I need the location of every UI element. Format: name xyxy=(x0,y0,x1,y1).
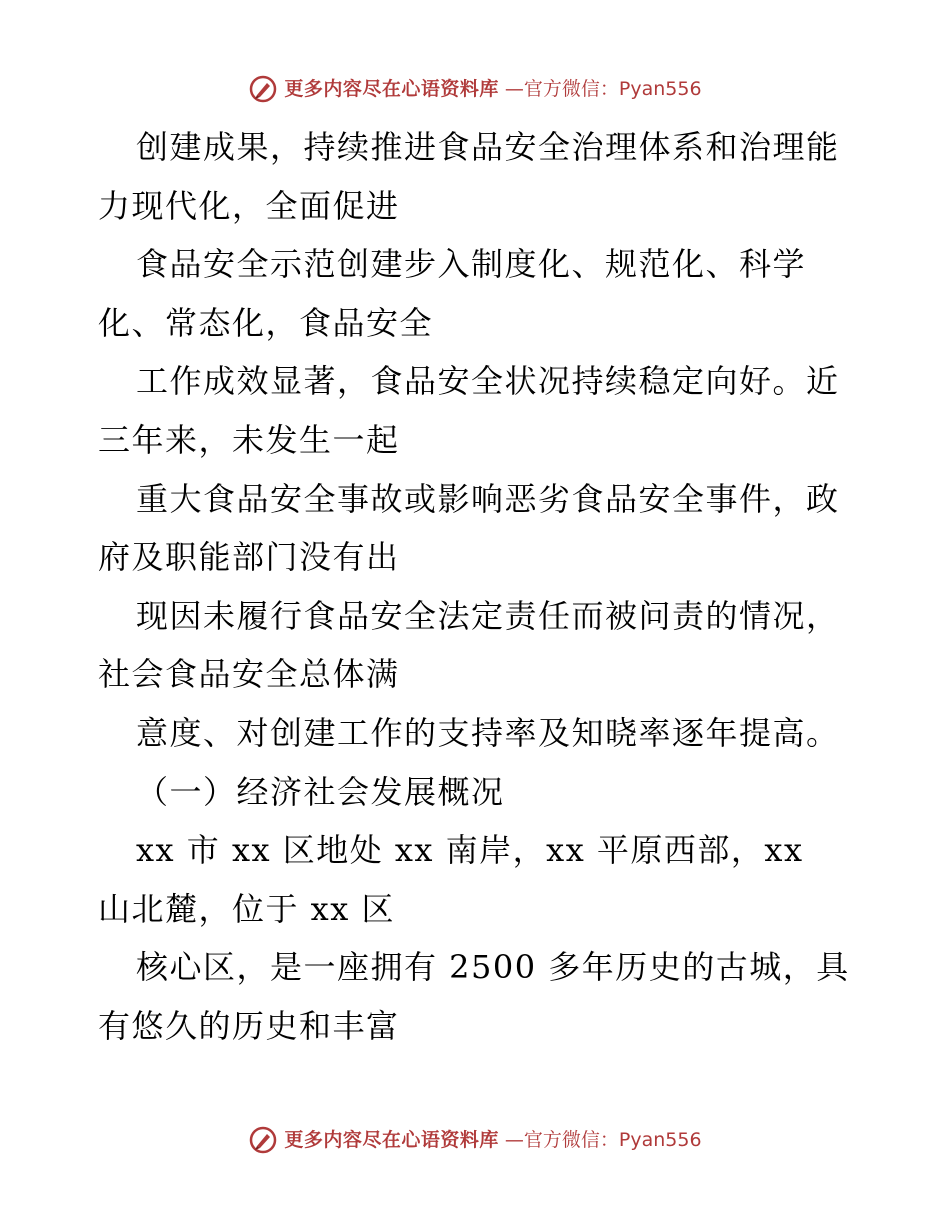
text-line: 食品安全示范创建步入制度化、规范化、科学 xyxy=(136,245,807,284)
text-line: 山北麓，位于 xx 区 xyxy=(98,889,395,928)
text-line: 创建成果，持续推进食品安全治理体系和治理能 xyxy=(136,128,840,166)
text-line: 力现代化，全面促进 xyxy=(98,186,400,225)
text-line: 现因未履行食品安全法定责任而被问责的情况， xyxy=(136,596,840,635)
document-body xyxy=(98,118,858,1056)
text-line: 有悠久的历史和丰富 xyxy=(98,1006,400,1045)
text-line: xx 市 xx 区地处 xx 南岸，xx 平原西部，xx xyxy=(136,831,804,870)
watermark-main-text: 更多内容尽在心语资料库 xyxy=(284,78,499,100)
text-line: 三年来，未发生一起 xyxy=(98,420,400,459)
section-heading: （一）经济社会发展概况 xyxy=(136,772,505,811)
text-line: 化、常态化，食品安全 xyxy=(98,303,434,342)
text-line: 工作成效显著，食品安全状况持续稳定向好。近 xyxy=(136,362,840,401)
watermark-sub-text: —官方微信：Pyan556 xyxy=(504,1129,702,1151)
pen-circle-logo-icon xyxy=(248,1125,278,1155)
watermark-main-text: 更多内容尽在心语资料库 xyxy=(284,1129,499,1151)
header-watermark xyxy=(0,74,950,104)
text-line: 社会食品安全总体满 xyxy=(98,655,400,694)
text-line: 核心区，是一座拥有 2500 多年历史的古城，具 xyxy=(136,948,850,987)
text-line: 意度、对创建工作的支持率及知晓率逐年提高。 xyxy=(136,713,840,752)
footer-watermark xyxy=(0,1125,950,1155)
pen-circle-logo-icon xyxy=(248,74,278,104)
text-line: 府及职能部门没有出 xyxy=(98,538,400,577)
watermark-sub-text: —官方微信：Pyan556 xyxy=(504,78,702,100)
text-line: 重大食品安全事故或影响恶劣食品安全事件，政 xyxy=(136,479,840,518)
